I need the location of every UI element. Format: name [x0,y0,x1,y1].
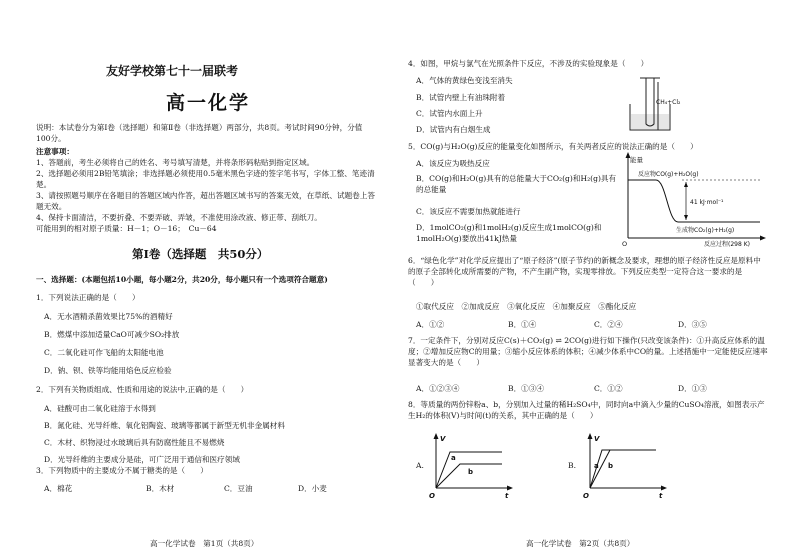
graph-b-curve-a: a [594,462,599,470]
q7-stem: 7．一定条件下，分别对反应C(s)＋CO₂(g) ⇌ 2CO(g)进行如下操作(只改变该条件)：①升高反应体系的温度；②增加反应物C的用量；③缩小反应体系的体积；④减少体系中CO的量。上述措施中一定能使反应速率显著变大的是（ ） [408,336,768,367]
q5-option-b: B．CO(g)和H₂O(g)具有的总能量大于CO₂(g)和H₂(g)具有的总能量 [416,174,617,194]
footer-page-1: 高一化学试卷 第1页（共8页） [150,539,259,548]
graph-a-axis-t: t [505,492,509,500]
q3-option-c: C．豆油 [224,484,253,493]
q8-graph-a [426,432,516,504]
graph-b-axis-v: V [594,435,600,443]
q2-option-c: C．木材、织物浸过水玻璃后具有防腐性能且不易燃烧 [44,438,225,447]
graph-b-axis-t: t [659,492,663,500]
q4-option-a: A．气体的黄绿色变浅至消失 [416,76,513,85]
page-2 [408,0,770,560]
q3-stem: 3．下列物质中的主要成分不属于糖类的是（ ） [36,466,208,475]
section-description: 一、选择题：(本题包括10小题，每小题2分，共20分，每小题只有一个选项符合题意) [36,275,328,284]
note-2: 2、选择题必须用2B铅笔填涂；非选择题必须使用0.5毫米黑色字迹的签字笔书写，字体工整、笔迹清楚。 [36,169,375,189]
subject-title: 高一化学 [166,92,251,114]
q3-option-a: A．棉花 [44,484,73,493]
q1-option-c: C．二氧化硅可作飞船的太阳能电池 [44,348,164,357]
q4-option-c: C．试管内水面上升 [416,109,483,118]
graph-a-origin: O [429,492,435,500]
q5-option-c: C．该反应不需要加热就能进行 [416,207,521,216]
q7-option-a: A．①②③④ [416,384,460,393]
school-title: 友好学校第七十一届联考 [106,64,239,78]
notes-heading: 注意事项： [36,147,74,156]
note-4: 4、保持卡面清洁，不要折叠、不要弄破、弄皱，不准使用涂改液、修正带、刮纸刀。 [36,213,322,222]
q4-stem: 4．如图，甲烷与氯气在光照条件下反应，不涉及的实验现象是（ ） [408,59,649,68]
q2-option-b: B．氮化硅、光导纤维、氧化铝陶瓷、玻璃等都属于新型无机非金属材料 [44,421,285,430]
product-label: 生成物CO₂(g)+H₂(g) [676,227,735,234]
figure-gas-label: CH₄+Cl₂ [656,99,681,106]
graph-b-curve-b: b [608,462,614,470]
atomic-mass: 可能用到的相对原子质量：H－1；O－16； Cu－64 [36,224,217,233]
q1-option-b: B．燃煤中添加适量CaO可减少SO₂排放 [44,330,180,339]
energy-origin-label: O [622,240,628,248]
q4-option-b: B．试管内壁上有油珠附着 [416,93,506,102]
note-1: 1、答题前，考生必须将自己的姓名、考号填写清楚，并将条形码粘贴到指定区域。 [36,158,315,167]
graph-b-origin: O [583,492,589,500]
q8-stem: 8．等质量的两份锌粉a、b，分别加入过量的稀H₂SO₄中，同时向a中滴入少量的CuSO₄溶液，如图表示产生H₂的体积(V)与时间(t)的关系，其中正确的是（ ） [408,400,765,420]
q7-option-b: B．①③④ [508,384,544,393]
q7-option-d: D．①③ [678,384,707,393]
q6-option-d: D．③⑤ [678,320,707,329]
q1-option-d: D．钠、钡、铁等均能用焰色反应检验 [44,366,172,375]
section-title: 第Ⅰ卷（选择题 共50分） [132,247,269,261]
q6-stem: 6．“绿色化学”对化学反应提出了“原子经济”(原子节约)的新概念及要求，理想的原子经济性反应是原料中的原子全部转化成所需要的产物，不产生副产物，实现零排放。下列反应类型一定符合这一要求的是（ ） [408,256,761,287]
q6-option-a: A．①② [416,320,445,329]
reactant-label: 反应物CO(g)+H₂O(g) [638,171,699,178]
q5-option-a: A．该反应为吸热反应 [416,159,490,168]
q3-option-b: B．木材 [146,484,175,493]
q6-option-c: C．②④ [594,320,623,329]
graph-a-axis-v: V [440,435,446,443]
q1-stem: 1．下列说法正确的是（ ） [36,293,140,302]
q8-option-b: B. [568,461,576,470]
q6-option-b: B．①④ [508,320,537,329]
methane-experiment-figure [622,74,702,140]
exam-notice: 说明：本试卷分为第Ⅰ卷（选择题）和第Ⅱ卷（非选择题）两部分，共8页。考试时间90分钟，分值100分。 [36,123,363,143]
note-3: 3、请按照题号顺序在各题目的答题区域内作答，超出答题区域书写的答案无效，在草纸、试题卷上答题无效。 [36,191,375,211]
energy-value-label: 41 kJ·mol⁻¹ [690,199,724,206]
q8-option-a: A. [416,461,424,470]
graph-a-curve-a: a [451,454,456,462]
q7-option-c: C．①② [594,384,623,393]
q8-graph-b [580,432,670,504]
reaction-process-label: 反应过程(298 K) [704,241,750,248]
energy-diagram [622,150,767,254]
q6-reaction-types: ①取代反应 ②加成反应 ③氧化反应 ④加聚反应 ⑤酯化反应 [416,302,637,311]
page-1 [36,0,380,560]
q2-stem: 2．下列有关物质组成、性质和用途的说法中,正确的是（ ） [36,385,249,394]
q5-option-d: D．1molCO₂(g)和1molH₂(g)反应生成1molCO(g)和1molH₂O(g)要放出41kJ热量 [416,223,602,243]
footer-page-2: 高一化学试卷 第2页（共8页） [526,539,635,548]
q3-option-d: D．小麦 [298,484,327,493]
q2-option-d: D．光导纤维的主要成分是硅，可广泛用于通信和医疗领域 [44,455,240,464]
q5-stem: 5．CO(g)与H₂O(g)反应的能量变化如图所示，有关两者反应的说法正确的是（ ） [408,142,698,151]
q2-option-a: A．硅酸可由二氧化硅溶于水得到 [44,404,156,413]
q1-option-a: A．无水酒精杀菌效果比75%的酒精好 [44,312,173,321]
q4-option-d: D．试管内有白烟生成 [416,125,491,134]
energy-axis-label: 能量 [630,156,643,164]
graph-a-curve-b: b [468,468,474,476]
